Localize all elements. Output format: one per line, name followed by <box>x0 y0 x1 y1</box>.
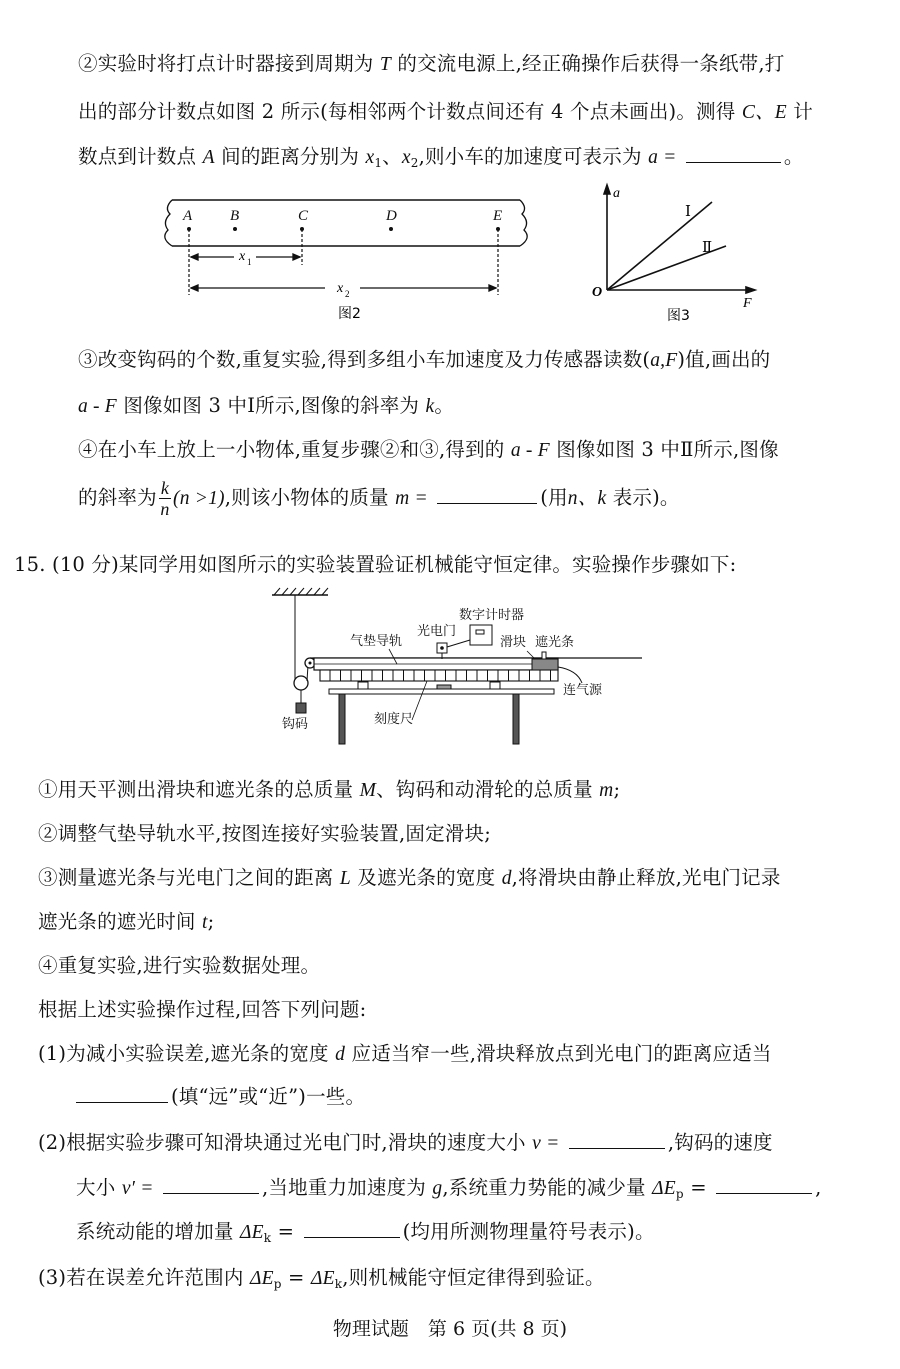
text: (2)根据实验步骤可知滑块通过光电门时,滑块的速度大小 <box>38 1131 526 1154</box>
step2-line1 <box>78 48 784 76</box>
text: ,将滑块由静止释放,光电门记录 <box>511 866 781 889</box>
answer-blank[interactable] <box>76 1101 168 1103</box>
label-scale-ruler: 刻度尺 <box>374 711 414 726</box>
answer-blank[interactable] <box>437 502 537 504</box>
step3-line2 <box>78 390 454 418</box>
text: ; <box>613 778 621 801</box>
step2-line3 <box>78 141 804 170</box>
figure-3-caption: 图3 <box>667 308 690 324</box>
var-a-eq: a = <box>648 147 677 168</box>
var-T: T <box>379 54 391 75</box>
scale-ruler <box>320 670 558 681</box>
text: 遮光条的遮光时间 <box>38 910 196 933</box>
text: 表示)。 <box>612 486 680 509</box>
subscript: k <box>263 1231 272 1245</box>
arrowhead <box>293 254 300 260</box>
support <box>490 682 500 689</box>
figure-2-tape <box>150 190 540 325</box>
page-footer: 物理试题 第 6 页(共 8 页) <box>332 1318 568 1340</box>
text: 图像如图 3 中Ⅱ所示,图像 <box>556 438 779 461</box>
slider <box>532 659 558 670</box>
answer-blank[interactable] <box>569 1147 665 1149</box>
x2-sub: 2 <box>345 289 350 299</box>
x1-sub: 1 <box>247 257 252 267</box>
var-v-prime-eq: v′ = <box>121 1178 154 1199</box>
var-aF: a - F <box>510 440 550 461</box>
tape-tear-right <box>520 200 527 246</box>
var-aF: a - F <box>78 396 117 417</box>
origin-label: O <box>592 285 603 300</box>
step-3-cont <box>38 906 214 934</box>
text: (填“远”或“近”)一些。 <box>171 1085 366 1108</box>
var-A: A <box>202 147 215 168</box>
figure-2-caption: 图2 <box>338 306 361 322</box>
text: 的交流电源上,经正确操作后获得一条纸带,打 <box>397 52 785 75</box>
x2-label: x <box>337 281 344 296</box>
fraction-k-over-n <box>159 478 171 519</box>
support <box>437 685 451 689</box>
var-L: L <box>339 868 351 889</box>
question-2 <box>38 1127 773 1155</box>
text: 出的部分计数点如图 2 所示(每相邻两个计数点间还有 4 个点未画出)。测得 <box>78 100 736 123</box>
text: 图像如图 3 中Ⅰ所示,图像的斜率为 <box>123 394 420 417</box>
table-leg <box>339 694 345 744</box>
subscript: 2 <box>410 156 419 170</box>
x-axis-arrow <box>746 287 755 293</box>
label-photogate: 光电门 <box>417 623 457 638</box>
table-leg <box>513 694 519 744</box>
apparatus-figure <box>262 585 642 750</box>
table-top <box>329 689 554 694</box>
var-g: g <box>432 1178 443 1199</box>
subscript: p <box>675 1187 684 1201</box>
answer-blank[interactable] <box>686 161 781 163</box>
tape-edge <box>172 200 520 246</box>
var-m: m <box>599 780 614 801</box>
label-slider: 滑块 <box>500 634 527 649</box>
text: 数点到计数点 <box>78 145 197 168</box>
text: (3)若在误差允许范围内 <box>38 1266 244 1289</box>
step4-line2 <box>78 478 680 519</box>
equals: = <box>288 1266 305 1289</box>
text: 应适当窄一些,滑块释放点到光电门的距离应适当 <box>351 1042 772 1065</box>
var-nk: n、k <box>567 488 607 509</box>
question-2-line3 <box>76 1216 655 1245</box>
label-shading-strip: 遮光条 <box>535 634 575 649</box>
var-CE: C、E <box>741 102 787 123</box>
var-delta-ep: ΔE <box>249 1268 274 1289</box>
x1-label: x <box>239 249 246 264</box>
line-I-label: Ⅰ <box>685 204 691 220</box>
text: 大小 <box>76 1176 116 1199</box>
text: ,当地重力加速度为 <box>261 1176 426 1199</box>
label-air-source: 连气源 <box>563 682 603 697</box>
text: , <box>815 1176 822 1199</box>
answer-blank[interactable] <box>304 1236 400 1238</box>
var-M: M <box>359 780 377 801</box>
equals: = <box>277 1220 295 1243</box>
point-label-e: E <box>493 208 503 224</box>
question-2-line2 <box>76 1172 822 1201</box>
x-axis-label: F <box>743 296 752 311</box>
var-m-eq: m = <box>395 488 428 509</box>
var-delta-ek: ΔE <box>240 1222 264 1243</box>
text: 间的距离分别为 <box>221 145 360 168</box>
y-axis-label: a <box>613 186 620 201</box>
step-2: ②调整气垫导轨水平,按图连接好实验装置,固定滑块; <box>38 822 491 845</box>
var-delta-ek: ΔE <box>310 1268 335 1289</box>
point-b <box>233 227 237 231</box>
subscript: p <box>273 1277 282 1291</box>
text: ④在小车上放上一小物体,重复步骤②和③,得到的 <box>78 438 505 461</box>
label-digital-timer: 数字计时器 <box>459 607 525 622</box>
text: ③改变钩码的个数,重复实验,得到多组小车加速度及力传感器读数( <box>78 348 651 371</box>
point-label-d: D <box>386 208 397 224</box>
text: ,系统重力势能的减少量 <box>442 1176 646 1199</box>
var-d: d <box>335 1044 346 1065</box>
text: 计 <box>793 100 813 123</box>
line-I <box>607 202 712 290</box>
air-hose <box>558 667 582 683</box>
subscript: 1 <box>374 156 383 170</box>
numerator: k <box>160 478 170 498</box>
hook-weight <box>296 703 306 713</box>
equals: = <box>690 1176 707 1199</box>
var-aF-pair: a,F <box>650 350 678 371</box>
point-label-a: A <box>183 208 193 224</box>
subscript: k <box>334 1277 343 1291</box>
var-k: k <box>425 396 435 417</box>
arrowhead <box>191 285 198 291</box>
text: 。 <box>434 394 455 417</box>
text: ,钩码的速度 <box>667 1131 773 1154</box>
denominator: n <box>160 499 170 519</box>
question-1 <box>38 1038 772 1066</box>
text: ①用天平测出滑块和遮光条的总质量 <box>38 778 354 801</box>
question-3 <box>38 1262 605 1291</box>
var-x1: x <box>365 147 375 168</box>
arrowhead <box>489 285 496 291</box>
point-label-c: C <box>298 208 309 224</box>
text: (1)为减小实验误差,遮光条的宽度 <box>38 1042 329 1065</box>
line-II-label: Ⅱ <box>702 240 713 256</box>
figure-3-graph <box>585 180 765 325</box>
text: ; <box>207 910 215 933</box>
text: (用 <box>540 486 568 509</box>
var-t: t <box>202 912 208 933</box>
text: ,则该小物体的质量 <box>224 486 389 509</box>
digital-timer <box>470 625 492 645</box>
moving-pulley <box>294 676 308 690</box>
step-3 <box>38 862 781 890</box>
step-4: ④重复实验,进行实验数据处理。 <box>38 954 321 977</box>
var-v-eq: v = <box>532 1133 560 1154</box>
tape-tear-left <box>165 200 172 246</box>
condition: (n >1) <box>173 488 225 509</box>
step4-line1 <box>78 434 779 462</box>
text: ③测量遮光条与光电门之间的距离 <box>38 866 334 889</box>
text: ,则小车的加速度可表示为 <box>418 145 642 168</box>
text: 、钩码和动滑轮的总质量 <box>376 778 593 801</box>
text: 系统动能的增加量 <box>76 1220 234 1243</box>
question-1-cont <box>76 1081 365 1109</box>
text: ②实验时将打点计时器接到周期为 <box>78 52 374 75</box>
text: ,则机械能守恒定律得到验证。 <box>342 1266 605 1289</box>
arrowhead <box>191 254 198 260</box>
label-air-track: 气垫导轨 <box>350 633 403 648</box>
var-d: d <box>501 868 512 889</box>
var-delta-ep: ΔE <box>652 1178 676 1199</box>
step2-line2 <box>78 96 813 124</box>
var-x2: x <box>401 147 411 168</box>
text: )值,画出的 <box>677 348 771 371</box>
text: 及遮光条的宽度 <box>357 866 496 889</box>
y-axis-arrow <box>604 185 610 194</box>
text: 。 <box>783 145 804 168</box>
answer-blank[interactable] <box>716 1192 812 1194</box>
question-15-title: 15. (10 分)某同学用如图所示的实验装置验证机械能守恒定律。实验操作步骤如下: <box>14 553 737 576</box>
text: 的斜率为 <box>78 486 157 509</box>
answer-blank[interactable] <box>163 1192 259 1194</box>
point-d <box>389 227 393 231</box>
point-label-b: B <box>230 208 240 224</box>
step3-line1 <box>78 344 770 372</box>
questions-intro: 根据上述实验操作过程,回答下列问题: <box>38 998 367 1021</box>
shading-strip <box>542 652 546 659</box>
text: (均用所测物理量符号表示)。 <box>402 1220 655 1243</box>
text: 、 <box>382 145 402 168</box>
step-1 <box>38 774 620 802</box>
label-hook-weight: 钩码 <box>282 716 309 731</box>
support <box>358 682 368 689</box>
